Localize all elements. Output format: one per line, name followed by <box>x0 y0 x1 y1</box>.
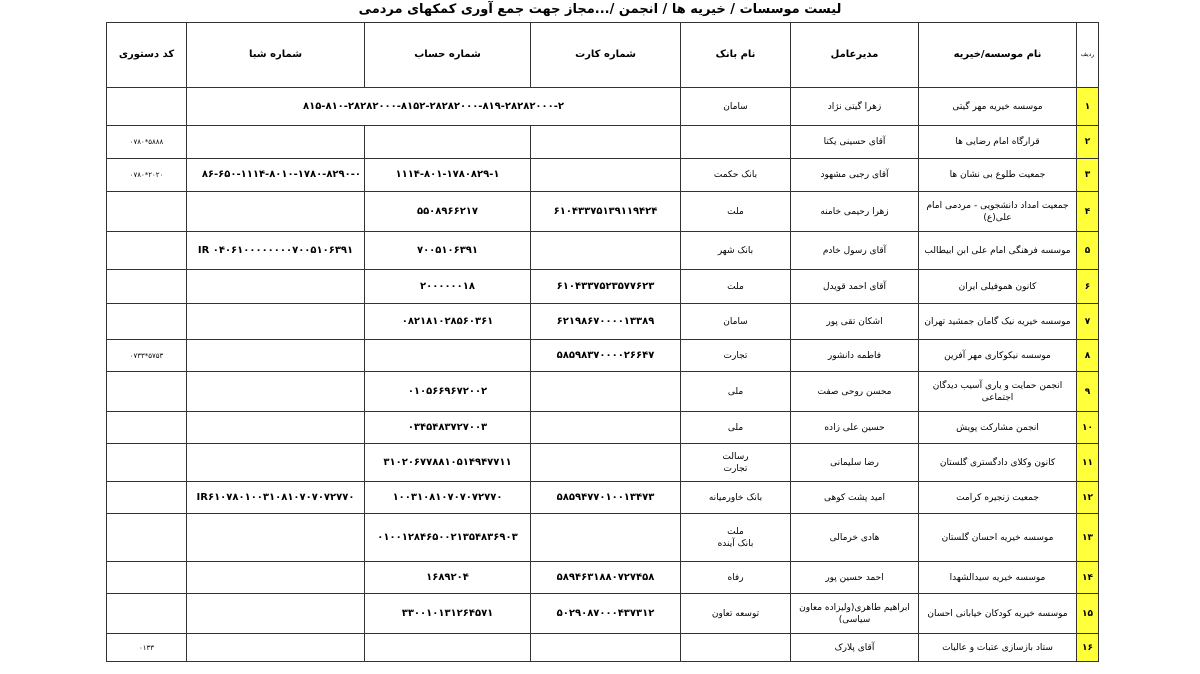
row-bank: سامان <box>681 304 791 340</box>
row-account: ۱۰۰۳۱۰۸۱۰۷۰۷۰۷۲۷۷۰ <box>365 482 531 514</box>
row-card <box>531 412 681 444</box>
row-card: ۵۸۹۴۶۳۱۸۸۰۷۲۷۴۵۸ <box>531 562 681 594</box>
row-org: کانون وکلای دادگستری گلستان <box>919 444 1077 482</box>
header-card: شماره کارت <box>531 23 681 88</box>
row-sheba <box>187 270 365 304</box>
row-index: ۱۰ <box>1077 412 1099 444</box>
row-manager: محسن روحی صفت <box>791 372 919 412</box>
table-row <box>107 88 1099 126</box>
row-code <box>107 372 187 412</box>
row-card <box>531 372 681 412</box>
row-sheba <box>187 192 365 232</box>
row-card <box>531 514 681 562</box>
row-manager: آقای حسینی یکتا <box>791 126 919 159</box>
row-sheba <box>187 412 365 444</box>
row-bank: رفاه <box>681 562 791 594</box>
row-card <box>531 126 681 159</box>
row-account: ۵۵۰۸۹۶۶۲۱۷ <box>365 192 531 232</box>
row-manager: احمد حسین پور <box>791 562 919 594</box>
row-org: انجمن حمایت و یاری آسیب دیدگان اجتماعی <box>919 372 1077 412</box>
table-row <box>107 514 1099 562</box>
row-code: ۰۷۳۳*۵۷۵۳ <box>107 340 187 372</box>
row-account <box>365 634 531 662</box>
row-manager: هادی خرمالی <box>791 514 919 562</box>
row-account: ۰۱۰۰۱۲۸۴۶۵۰۰۲۱۳۵۴۸۳۶۹۰۳ <box>365 514 531 562</box>
row-merged-account: ۸۱۵-۸۱۰-۲۸۲۸۲۰۰۰-۸۱۵۲-۲۸۲۸۲۰۰۰-۸۱۹-۲۸۲۸۲۰۰۰-۲ <box>187 88 681 126</box>
row-sheba <box>187 304 365 340</box>
row-index: ۹ <box>1077 372 1099 412</box>
row-sheba <box>187 444 365 482</box>
table-row <box>107 126 1099 159</box>
row-code <box>107 232 187 270</box>
header-manager: مدیرعامل <box>791 23 919 88</box>
row-org: موسسه خیریه مهر گیتی <box>919 88 1077 126</box>
row-code: ۰۷۸۰*۲۰۲۰ <box>107 159 187 192</box>
header-code: کد دستوری <box>107 23 187 88</box>
row-manager: زهرا رحیمی خامنه <box>791 192 919 232</box>
row-org: موسسه خیریه نیک گامان جمشید تهران <box>919 304 1077 340</box>
row-sheba <box>187 634 365 662</box>
row-code <box>107 88 187 126</box>
row-code <box>107 444 187 482</box>
row-code <box>107 412 187 444</box>
row-index: ۴ <box>1077 192 1099 232</box>
table-row <box>107 232 1099 270</box>
row-bank <box>681 126 791 159</box>
row-card <box>531 444 681 482</box>
row-bank: تجارت <box>681 340 791 372</box>
table-row <box>107 192 1099 232</box>
row-sheba <box>187 372 365 412</box>
row-org: ستاد بازسازی عتبات و عالیات <box>919 634 1077 662</box>
row-bank: سامان <box>681 88 791 126</box>
table-row <box>107 340 1099 372</box>
row-index: ۱۴ <box>1077 562 1099 594</box>
row-org: موسسه خیریه سیدالشهدا <box>919 562 1077 594</box>
row-org: موسسه خیریه احسان گلستان <box>919 514 1077 562</box>
row-index: ۱۳ <box>1077 514 1099 562</box>
header-index: ردیف <box>1077 23 1099 88</box>
row-code <box>107 304 187 340</box>
row-index: ۱۶ <box>1077 634 1099 662</box>
row-sheba: IR۶۱۰۷۸۰۱۰۰۳۱۰۸۱۰۷۰۷۰۷۲۷۷۰ <box>187 482 365 514</box>
row-bank: ملت <box>681 192 791 232</box>
row-bank: رسالت تجارت <box>681 444 791 482</box>
table-row <box>107 482 1099 514</box>
row-sheba <box>187 562 365 594</box>
row-index: ۲ <box>1077 126 1099 159</box>
row-org: موسسه فرهنگی امام علی ابن ابیطالب <box>919 232 1077 270</box>
row-index: ۷ <box>1077 304 1099 340</box>
table-row <box>107 372 1099 412</box>
row-manager: زهرا گیتی نژاد <box>791 88 919 126</box>
row-account <box>365 340 531 372</box>
row-org: کانون هموفیلی ایران <box>919 270 1077 304</box>
row-bank: ملی <box>681 372 791 412</box>
row-manager: آقای رجبی مشهود <box>791 159 919 192</box>
row-card <box>531 159 681 192</box>
row-account: ۰۱۰۵۶۶۹۶۷۲۰۰۲ <box>365 372 531 412</box>
row-sheba <box>187 126 365 159</box>
header-sheba: شماره شبا <box>187 23 365 88</box>
row-code: ۰۷۸۰*۵۸۸۸ <box>107 126 187 159</box>
table-row <box>107 562 1099 594</box>
row-org: موسسه نیکوکاری مهر آفرین <box>919 340 1077 372</box>
row-bank <box>681 634 791 662</box>
row-code: ۰۱۳۳ <box>107 634 187 662</box>
row-sheba <box>187 594 365 634</box>
row-org: قرارگاه امام رضایی ها <box>919 126 1077 159</box>
row-index: ۳ <box>1077 159 1099 192</box>
row-bank: ملت بانک آینده <box>681 514 791 562</box>
row-card: ۵۸۵۹۴۷۷۰۱۰۰۱۳۴۷۳ <box>531 482 681 514</box>
row-account: ۳۱۰۲۰۶۷۷۸۸۱۰۵۱۴۹۴۷۷۱۱ <box>365 444 531 482</box>
table-row <box>107 412 1099 444</box>
row-card: ۶۱۰۴۳۳۷۵۱۳۹۱۱۹۴۲۴ <box>531 192 681 232</box>
row-bank: بانک حکمت <box>681 159 791 192</box>
row-index: ۱۲ <box>1077 482 1099 514</box>
header-org: نام موسسه/خیریه <box>919 23 1077 88</box>
row-code <box>107 594 187 634</box>
row-manager: رضا سلیمانی <box>791 444 919 482</box>
row-account: ۲۰۰۰۰۰۰۱۸ <box>365 270 531 304</box>
row-index: ۱۱ <box>1077 444 1099 482</box>
table-row <box>107 594 1099 634</box>
row-account: ۱۱۱۴-۸۰۱-۱۷۸۰۸۲۹-۱ <box>365 159 531 192</box>
row-account: ۳۳۰۰۱۰۱۳۱۲۶۴۵۷۱ <box>365 594 531 634</box>
row-bank: توسعه تعاون <box>681 594 791 634</box>
row-code <box>107 514 187 562</box>
row-account: ۰۸۲۱۸۱۰۲۸۵۶۰۳۶۱ <box>365 304 531 340</box>
row-code <box>107 482 187 514</box>
row-bank: ملی <box>681 412 791 444</box>
table-row <box>107 304 1099 340</box>
row-code <box>107 270 187 304</box>
table-row <box>107 270 1099 304</box>
row-index: ۱ <box>1077 88 1099 126</box>
row-index: ۶ <box>1077 270 1099 304</box>
row-org: انجمن مشارکت پویش <box>919 412 1077 444</box>
table-row <box>107 444 1099 482</box>
row-sheba <box>187 514 365 562</box>
row-code <box>107 192 187 232</box>
row-code <box>107 562 187 594</box>
row-org: جمعیت زنجیره کرامت <box>919 482 1077 514</box>
row-manager: ابراهیم طاهری(ولیزاده معاون سیاسی) <box>791 594 919 634</box>
row-manager: آقای رسول خادم <box>791 232 919 270</box>
row-card: ۶۱۰۴۳۳۷۵۲۳۵۷۷۶۲۳ <box>531 270 681 304</box>
header-row <box>107 23 1099 88</box>
row-org: جمعیت طلوع بی نشان ها <box>919 159 1077 192</box>
row-bank: بانک شهر <box>681 232 791 270</box>
row-bank: بانک خاورمیانه <box>681 482 791 514</box>
row-sheba: ۸۶-۶۵۰-۱۱۱۴-۸۰۱۰-۱۷۸۰-۸۲۹۰-۰ <box>187 159 365 192</box>
row-card: ۶۲۱۹۸۶۷۰۰۰۰۱۳۳۸۹ <box>531 304 681 340</box>
row-index: ۵ <box>1077 232 1099 270</box>
header-bank: نام بانک <box>681 23 791 88</box>
row-account <box>365 126 531 159</box>
row-index: ۸ <box>1077 340 1099 372</box>
table-row <box>107 634 1099 662</box>
row-manager: حسین علی زاده <box>791 412 919 444</box>
row-manager: اشکان تقی پور <box>791 304 919 340</box>
row-manager: فاطمه دانشور <box>791 340 919 372</box>
row-account: ۷۰۰۵۱۰۶۳۹۱ <box>365 232 531 270</box>
page-title: لیست موسسات / خیریه ها / انجمن /...مجاز جهت جمع آوری کمکهای مردمی <box>358 2 842 17</box>
row-manager: امید پشت کوهی <box>791 482 919 514</box>
row-manager: آقای احمد قویدل <box>791 270 919 304</box>
row-sheba <box>187 340 365 372</box>
row-org: موسسه خیریه کودکان خیابانی احسان <box>919 594 1077 634</box>
row-card <box>531 232 681 270</box>
row-org: جمعیت امداد دانشجویی - مردمی امام علی(ع) <box>919 192 1077 232</box>
header-account: شماره حساب <box>365 23 531 88</box>
charity-table <box>106 22 1099 662</box>
row-index: ۱۵ <box>1077 594 1099 634</box>
row-manager: آقای پلارک <box>791 634 919 662</box>
row-sheba: IR ۰۴۰۶۱۰۰۰۰۰۰۰۰۷۰۰۵۱۰۶۳۹۱ <box>187 232 365 270</box>
row-account: ۰۳۴۵۴۸۳۷۲۷۰۰۳ <box>365 412 531 444</box>
table-row <box>107 159 1099 192</box>
row-card: ۵۸۵۹۸۳۷۰۰۰۰۲۶۶۴۷ <box>531 340 681 372</box>
row-card: ۵۰۲۹۰۸۷۰۰۰۴۳۷۳۱۲ <box>531 594 681 634</box>
row-bank: ملت <box>681 270 791 304</box>
row-card <box>531 634 681 662</box>
row-account: ۱۶۸۹۲۰۴ <box>365 562 531 594</box>
